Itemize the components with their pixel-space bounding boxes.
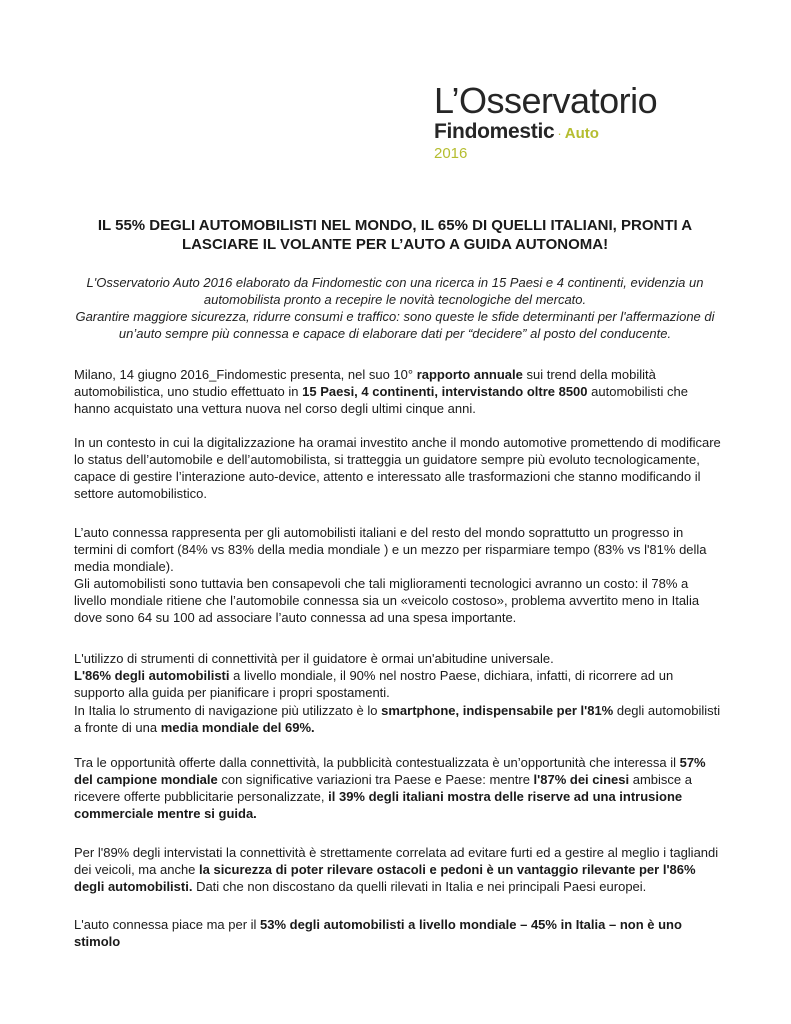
paragraph-connectivity: L'utilizzo di strumenti di connettività per il guidatore è ormai un'abitudine universale. [74, 651, 554, 666]
text-run: L'auto connessa piace ma per il [74, 917, 261, 932]
text-run-bold: 53% degli automobilisti a livello mondiale – 45% in Italia – non è uno stimolo [74, 917, 682, 949]
text-run: Tra le opportunità offerte dalla connettività, la pubblicità contestualizzata è un’opportunità che interessa il [74, 755, 680, 770]
text-run-bold: smartphone, indispensabile per l'81% [381, 703, 614, 718]
paragraph-intro [74, 366, 722, 417]
paragraph-connected-car-appeal [74, 916, 722, 950]
text-run-bold: il 39% degli italiani mostra delle riserve ad una intrusione commerciale mentre si guida. [74, 789, 683, 821]
logo-product: Auto [564, 125, 599, 142]
headline-line-2: LASCIARE IL VOLANTE PER L’AUTO A GUIDA AUTONOMA! [181, 236, 609, 253]
text-run: In Italia lo strumento di navigazione più utilizzato è lo [74, 703, 382, 718]
text-run-bold: la sicurezza di poter rilevare ostacoli e pedoni è un vantaggio rilevante per l'86% degli automobilisti. [74, 862, 696, 894]
subhead-text-2: Garantire maggiore sicurezza, ridurre consumi e traffico: sono queste le sfide determinanti per l'affermazione di un’auto sempre più connessa e capace di elaborare dati per “decidere” al posto del conducente. [75, 309, 715, 341]
text-run-bold: 15 Paesi, 4 continenti, intervistando oltre 8500 [302, 384, 588, 399]
paragraph-comfort: L’auto connessa rappresenta per gli automobilisti italiani e del resto del mondo soprattutto un progresso in termini di comfort (84% vs 83% della media mondiale ) e un mezzo per risparmiare tempo (83% vs l'81% della media mondiale). [74, 525, 707, 574]
text-run-bold: l'87% dei cinesi [533, 772, 630, 787]
paragraph-digitalization: In un contesto in cui la digitalizzazione ha oramai investito anche il mondo automotive promettendo di modificare lo status dell’automobile e dell’automobilista, si tratteggia un guidatore sempre più evoluto tecnologicamente, capace di gestire l’interazione auto-device, attento e interessato alle trasformazioni che stanno modificando il settore automobilistico. [74, 435, 721, 501]
text-run-bold: media mondiale del 69%. [160, 720, 315, 735]
text-run-bold: 57% del campione mondiale [74, 755, 706, 787]
press-release-subhead [60, 274, 730, 342]
logo-brand: Findomestic [434, 120, 555, 143]
text-run: con significative variazioni tra Paese e Paese: mentre [217, 772, 534, 787]
text-run: ambisce a ricevere offerte pubblicitarie personalizzate, [74, 772, 693, 804]
osservatorio-logo [434, 82, 734, 162]
logo-brand-line [434, 120, 734, 146]
text-run: automobilisti che hanno acquistato una vettura nuova nel corso degli ultimi cinque anni. [74, 384, 688, 416]
paragraph-navigation-support [74, 667, 722, 701]
headline-line-1: IL 55% DEGLI AUTOMOBILISTI NEL MONDO, IL 65% DI QUELLI ITALIANI, PRONTI A [97, 217, 693, 234]
text-run: sui trend della mobilità automobilistica, uno studio effettuato in [74, 367, 656, 399]
text-run: Dati che non discostano da quelli rilevati in Italia e nei principali Paesi europei. [192, 879, 647, 894]
paragraph-safety [74, 844, 722, 895]
paragraph-cost: Gli automobilisti sono tuttavia ben consapevoli che tali miglioramenti tecnologici avranno un costo: il 78% a livello mondiale ritiene che l’automobile connessa sia un «veicolo costoso», problema avvertito meno in Italia dove sono 64 su 100 ad associare l’auto connessa ad una spesa importante. [74, 576, 700, 625]
text-run: a livello mondiale, il 90% nel nostro Paese, dichiara, infatti, di ricorrere ad un supporto alla guida per pianificare i propri spostamenti. [74, 668, 674, 700]
subhead-text-1: L'Osservatorio Auto 2016 elaborato da Findomestic con una ricerca in 15 Paesi e 4 continenti, evidenzia un automobilista pronto a recepire le novità tecnologiche del mercato. [86, 275, 704, 307]
text-run: degli automobilisti a fronte di una [74, 703, 721, 735]
logo-year: 2016 [434, 145, 468, 162]
paragraph-smartphone [74, 702, 722, 736]
text-run-bold: rapporto annuale [416, 367, 523, 382]
text-run: Milano, 14 giugno 2016_Findomestic presenta, nel suo 10° [74, 367, 417, 382]
text-run-bold: L'86% degli automobilisti [74, 668, 230, 683]
text-run: Per l'89% degli intervistati la connettività è strettamente correlata ad evitare furti ed a gestire al meglio i tagliandi dei veicoli, ma anche [74, 845, 719, 877]
paragraph-advertising [74, 754, 722, 822]
press-release-headline [60, 216, 730, 254]
logo-separator: · [557, 126, 562, 141]
logo-title: L’Osservatorio [434, 80, 658, 121]
